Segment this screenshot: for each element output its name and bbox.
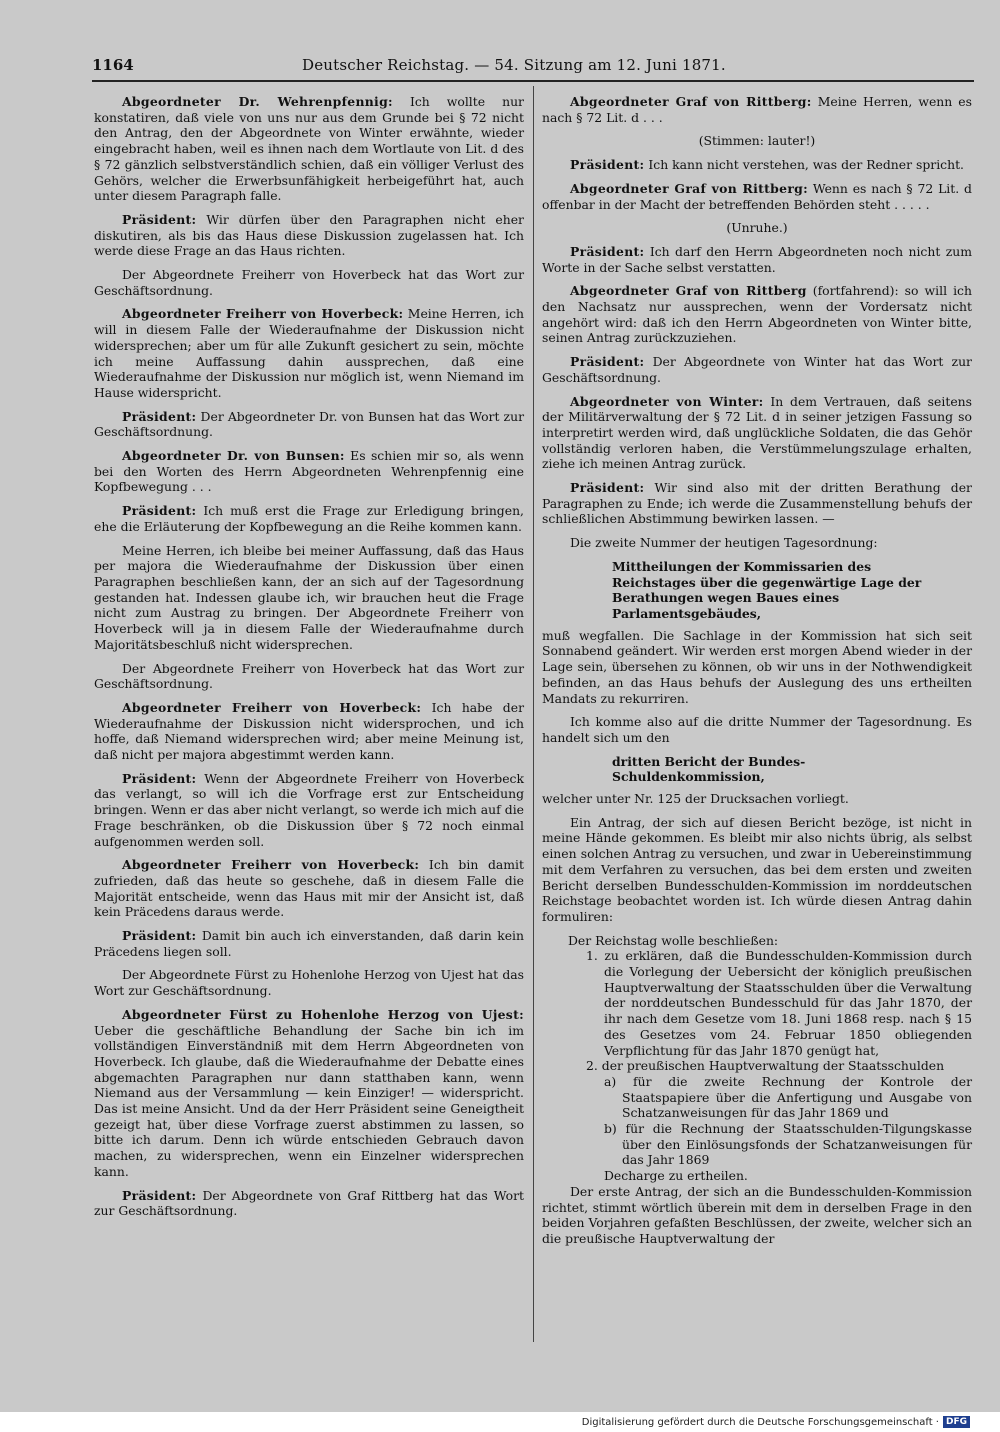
page-header <box>92 56 972 82</box>
right-paragraph <box>542 815 972 925</box>
paragraph-text: Wir dürfen über den Paragraphen nicht eher diskutiren, als bis das Haus diese Diskussion zugelassen hat. Ich werde diese Frage an das Haus richten. <box>94 211 524 259</box>
paragraph-text: (Unruhe.) <box>726 220 788 236</box>
right-paragraph <box>542 535 972 551</box>
right-paragraph <box>542 559 972 622</box>
paragraph-text: Der Abgeordnete Freiherr von Hoverbeck hat das Wort zur Geschäftsordnung. <box>94 267 524 298</box>
paragraph-text: b) für die Rechnung der Staatsschulden-Tilgungskasse über den Einlösungsfonds der Schatzanweisungen für das Jahr 1869 <box>604 1121 972 1168</box>
speaker-name: Präsident: <box>570 354 645 370</box>
paragraph-text: Damit bin auch ich einverstanden, daß darin kein Präcedens liegen soll. <box>94 928 524 959</box>
right-paragraph <box>542 394 972 473</box>
paragraph-text: Der Abgeordneter Dr. von Bunsen hat das Wort zur Geschäftsordnung. <box>94 408 524 440</box>
paragraph-text: Der erste Antrag, der sich an die Bundesschulden-Kommission richtet, stimmt wörtlich überein mit dem in derselben Frage in den beiden Vorjahren gefaßten Beschlüssen, der zweite, welcher sich an die preußische Hauptverwaltung der <box>542 1183 972 1246</box>
left-paragraph <box>94 661 524 692</box>
right-paragraph <box>542 283 972 346</box>
paragraph-text: Die zweite Nummer der heutigen Tagesordnung: <box>570 535 878 551</box>
speaker-name: Präsident: <box>122 928 197 944</box>
paragraph-text: Meine Herren, wenn es nach § 72 Lit. d . . . <box>542 94 972 125</box>
right-paragraph <box>542 948 972 1058</box>
paragraph-text: Es schien mir so, als wenn bei den Worten des Herrn Abgeordneten Wehrenpfennig eine Kopfbewegung . . . <box>94 448 524 495</box>
right-paragraph <box>542 791 972 807</box>
right-column <box>542 94 972 1255</box>
page-number: 1164 <box>92 56 134 74</box>
right-paragraph <box>542 1058 972 1074</box>
left-paragraph <box>94 409 524 440</box>
paragraph-text: Meine Herren, ich will in diesem Falle der Wiederaufnahme der Diskussion nicht widersprechen; aber um für alle Zukunft gesichert zu sein, möchte ich meine Auffassung dahin aussprechen, daß eine Wiederaufnahme der Diskussion nur möglich ist, wenn Niemand im Hause widerspricht. <box>94 306 524 400</box>
right-paragraph <box>542 244 972 275</box>
speaker-name: Präsident: <box>122 408 197 424</box>
paragraph-text: Ein Antrag, der sich auf diesen Bericht bezöge, ist nicht in meine Hände gekommen. Es bleibt mir also nichts übrig, als selbst einen solchen Antrag zu versuchen, und zwar in Uebereinstimmung mit dem Verfahren zu versuchen, das bei dem ersten und zweiten Bericht derselben Bundesschulden-Kommission im norddeutschen Reichstage beobachtet worden ist. Ich würde diesen Antrag dahin formuliren: <box>542 814 972 924</box>
column-divider <box>533 86 534 1342</box>
paragraph-text: Ich muß erst die Frage zur Erledigung bringen, ehe die Erläuterung der Kopfbewegung an die Reihe kommen kann. <box>94 503 524 534</box>
paragraph-text: Ich komme also auf die dritte Nummer der Tagesordnung. Es handelt sich um den <box>542 714 972 745</box>
speaker-name: Präsident: <box>570 243 645 259</box>
left-paragraph <box>94 543 524 653</box>
left-paragraph <box>94 94 524 204</box>
right-paragraph <box>542 754 972 785</box>
paragraph-text: Wir sind also mit der dritten Berathung der Paragraphen zu Ende; ich werde die Zusammenstellung behufs der schließlichen Abstimmung bewirken lassen. — <box>542 480 972 527</box>
left-paragraph <box>94 1007 524 1180</box>
paragraph-text: Mittheilungen der Kommissarien des Reichstages über die gegenwärtige Lage der Berathungen wegen Baues eines Parlamentsgebäudes, <box>612 558 922 621</box>
right-paragraph <box>542 220 972 236</box>
speaker-name: Abgeordneter von Winter: <box>570 393 764 409</box>
paragraph-text: welcher unter Nr. 125 der Drucksachen vorliegt. <box>542 791 849 807</box>
paragraph-text: Ich bin damit zufrieden, daß das heute so geschehe, daß in diesem Falle die Majorität entscheide, wenn das Haus mit mir der Ansicht ist, daß kein Präcedens daraus werde. <box>94 857 524 920</box>
paragraph-text: Ich kann nicht verstehen, was der Redner spricht. <box>648 157 964 173</box>
left-paragraph <box>94 1188 524 1219</box>
paragraph-text: Meine Herren, ich bleibe bei meiner Auffassung, daß das Haus per majora die Wiederaufnahme der Diskussion über einen Paragraphen beschließen kann, der an sich auf der Tagesordnung gestanden hat. Indessen glaube ich, wir brauchen heut die Frage nicht zum Austrag zu bringen. Der Abgeordnete Freiherr von Hoverbeck will ja in diesem Falle der Wiederaufnahme durch Majoritätsbeschluß nicht widersprechen. <box>94 542 524 652</box>
paragraph-text: Der Abgeordnete Freiherr von Hoverbeck hat das Wort zur Geschäftsordnung. <box>94 660 524 692</box>
paragraph-text: Ueber die geschäftliche Behandlung der Sache bin ich im vollständigen Einverständniß mit dem Herrn Abgeordneten von Hoverbeck. Ich glaube, daß die Wiederaufnahme der Debatte eines abgemachten Paragraphen nur dann statthaben kann, wenn Niemand aus der Versammlung — kein Einziger! — widerspricht. Das ist meine Ansicht. Und da der Herr Präsident seine Geneigtheit gezeigt hat, über diese Vorfrage zuerst abstimmen zu lassen, so bitte ich darum. Denn ich würde entschieden Gebrauch davon machen, zu widersprechen, wenn ein Einzelner widersprechen kann. <box>94 1022 524 1179</box>
speaker-name: Abgeordneter Freiherr von Hoverbeck: <box>122 699 422 715</box>
left-paragraph <box>94 857 524 920</box>
left-paragraph <box>94 967 524 998</box>
speaker-name: Präsident: <box>122 503 197 519</box>
speaker-name: Abgeordneter Graf von Rittberg: <box>570 180 808 196</box>
speaker-name: Präsident: <box>122 770 197 786</box>
speaker-name: Präsident: <box>570 480 645 496</box>
dfg-logo: DFG <box>943 1416 970 1428</box>
right-paragraph <box>542 714 972 745</box>
paragraph-text: Der Abgeordnete von Winter hat das Wort zur Geschäftsordnung. <box>542 354 972 385</box>
paragraph-text: Wenn es nach § 72 Lit. d offenbar in der Macht der betreffenden Behörden steht . . . . . <box>542 180 972 212</box>
speaker-name: Abgeordneter Dr. von Bunsen: <box>122 448 345 464</box>
right-paragraph <box>542 480 972 527</box>
paragraph-text: 1. zu erklären, daß die Bundesschulden-Kommission durch die Vorlegung der Uebersicht der königlich preußischen Hauptverwaltung der Staatsschulden über die Verwaltung der norddeutschen Bundesschuld für das Jahr 1870, der ihr nach dem Gesetze vom 18. Juni 1868 resp. nach § 15 des Gesetzes vom 24. Februar 1850 obliegenden Verpflichtung für das Jahr 1870 genügt hat, <box>586 948 972 1058</box>
paragraph-text: 2. der preußischen Hauptverwaltung der Staatsschulden <box>586 1058 945 1074</box>
speaker-name: Abgeordneter Dr. Wehrenpfennig: <box>122 94 393 109</box>
speaker-name: Präsident: <box>122 211 197 227</box>
left-column <box>94 94 524 1227</box>
header-rule <box>92 80 974 82</box>
left-paragraph <box>94 503 524 534</box>
left-paragraph <box>94 306 524 400</box>
right-paragraph <box>542 94 972 125</box>
paragraph-text: Der Abgeordnete Fürst zu Hohenlohe Herzog von Ujest hat das Wort zur Geschäftsordnung. <box>94 967 524 999</box>
paragraph-text: (fortfahrend): so will ich den Nachsatz nur aussprechen, wenn der Vordersatz nicht angehört wird: daß ich den Herrn Abgeordneten von Winter bitte, seinen Antrag zurückzuziehen. <box>542 283 972 346</box>
paragraph-text: Ich habe der Wiederaufnahme der Diskussion nicht widersprochen, und ich hoffe, daß Niemand widersprechen wird; aber meine Meinung ist, daß nicht per majora abgestimmt werden kann. <box>94 699 524 763</box>
right-paragraph <box>542 628 972 707</box>
right-paragraph <box>542 133 972 149</box>
paragraph-text: Wenn der Abgeordnete Freiherr von Hoverbeck das verlangt, so will ich die Vorfrage erst zur Entscheidung bringen. Wenn er das aber nicht verlangt, so werde ich mich auf die Frage beschränken, ob die Diskussion über § 72 noch einmal aufgenommen werden soll. <box>94 770 524 849</box>
paragraph-text: Decharge zu ertheilen. <box>604 1168 748 1184</box>
right-paragraph <box>542 1168 972 1184</box>
paragraph-text: Der Abgeordnete von Graf Rittberg hat das Wort zur Geschäftsordnung. <box>94 1187 524 1219</box>
speaker-name: Abgeordneter Fürst zu Hohenlohe Herzog von Ujest: <box>122 1006 524 1022</box>
left-paragraph <box>94 771 524 850</box>
right-paragraph <box>542 1074 972 1121</box>
paragraph-text: dritten Bericht der Bundes-Schuldenkommission, <box>612 753 806 785</box>
right-paragraph <box>542 1121 972 1168</box>
left-paragraph <box>94 928 524 959</box>
left-paragraph <box>94 212 524 259</box>
paragraph-text: Ich darf den Herrn Abgeordneten noch nicht zum Worte in der Sache selbst verstatten. <box>542 243 972 275</box>
speaker-name: Abgeordneter Freiherr von Hoverbeck: <box>122 857 420 873</box>
speaker-name: Abgeordneter Graf von Rittberg: <box>570 94 812 109</box>
paragraph-text: Ich wollte nur konstatiren, daß viele von uns nur aus dem Grunde bei § 72 nicht den Antrag, den der Abgeordnete von Winter erwähnte, wieder eingebracht haben, weil es ihnen nach dem Wortlaute von Lit. d des § 72 gänzlich selbstverständlich schien, daß ein völliger Verlust des Gehörs, welcher die Erwerbsunfähigkeit herbeigeführt hat, auch unter diesem Paragraph falle. <box>94 94 524 204</box>
paragraph-text: muß wegfallen. Die Sachlage in der Kommission hat sich seit Sonnabend geändert. Wir werden erst morgen Abend wieder in der Lage sein, übersehen zu können, ob wir uns in der Nothwendigkeit befinden, an das Haus behufs der Auslegung des uns ertheilten Mandats zu rekurriren. <box>542 627 972 706</box>
right-paragraph <box>542 933 972 949</box>
digitization-credit: Digitalisierung gefördert durch die Deutsche Forschungsgemeinschaft · <box>581 1416 939 1428</box>
footer <box>582 1416 970 1428</box>
left-paragraph <box>94 267 524 298</box>
paragraph-text: (Stimmen: lauter!) <box>698 133 816 149</box>
speaker-name: Präsident: <box>570 157 645 173</box>
left-paragraph <box>94 448 524 495</box>
speaker-name: Abgeordneter Freiherr von Hoverbeck: <box>122 306 404 322</box>
left-paragraph <box>94 700 524 763</box>
right-paragraph <box>542 354 972 385</box>
speaker-name: Präsident: <box>122 1187 197 1203</box>
paragraph-text: a) für die zweite Rechnung der Kontrole der Staatspapiere über die Anfertigung und Ausgabe von Schatzanweisungen für das Jahr 1869 und <box>604 1073 972 1121</box>
running-title: Deutscher Reichstag. — 54. Sitzung am 12. Juni 1871. <box>302 56 726 74</box>
right-paragraph <box>542 157 972 173</box>
right-paragraph <box>542 1184 972 1247</box>
paragraph-text: Der Reichstag wolle beschließen: <box>568 932 779 948</box>
speaker-name: Abgeordneter Graf von Rittberg <box>570 283 807 299</box>
paragraph-text: In dem Vertrauen, daß seitens der Militärverwaltung der § 72 Lit. d in seiner jetzigen Fassung so interpretirt werden wird, daß unglückliche Soldaten, die das Gehör vollständig verloren haben, die Verstümmelungszulage erhalten, ziehe ich meinen Antrag zurück. <box>542 393 972 472</box>
right-paragraph <box>542 181 972 212</box>
